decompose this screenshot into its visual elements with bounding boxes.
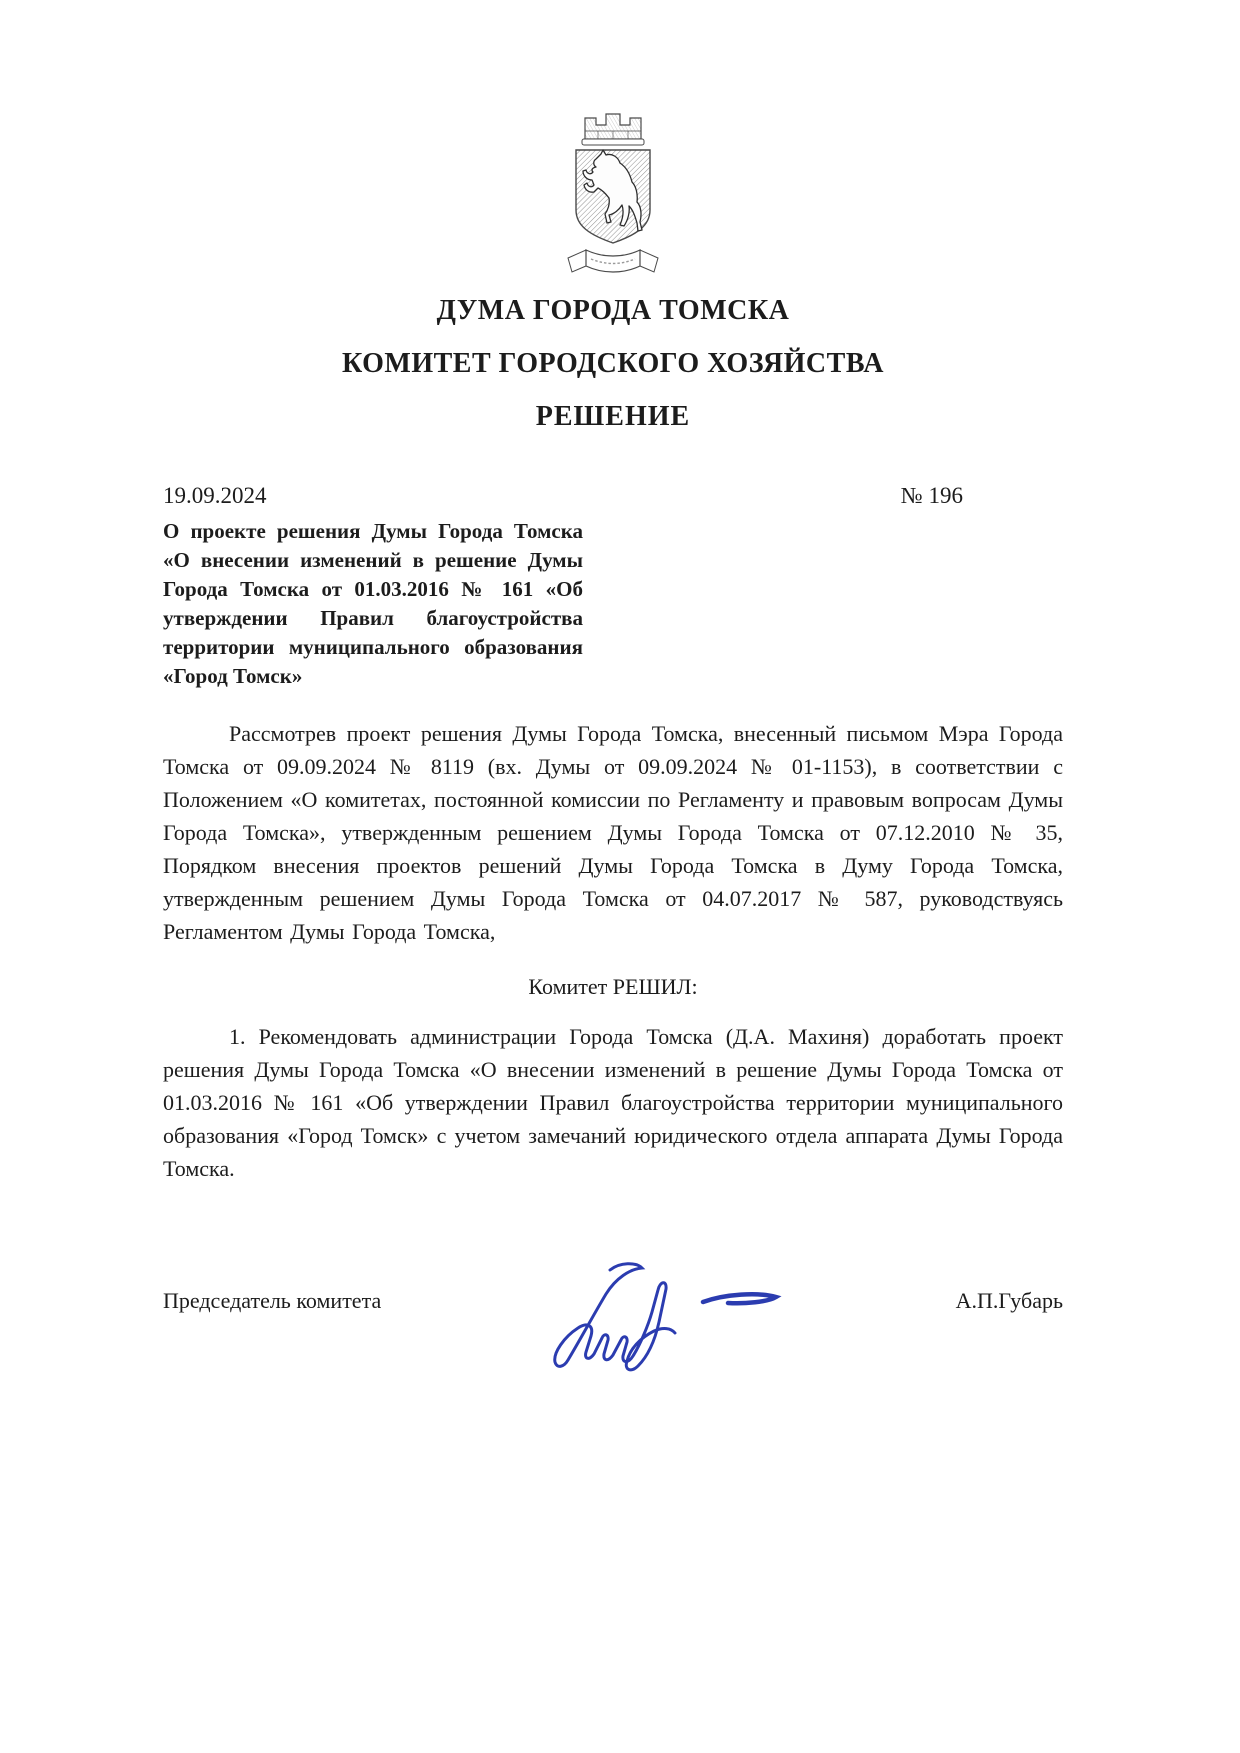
resolution-heading: Комитет РЕШИЛ: — [528, 974, 698, 999]
org-name-heading: ДУМА ГОРОДА ТОМСКА — [436, 295, 790, 326]
resolution-item: 1. Рекомендовать администрации Города Томска (Д.А. Махиня) доработать проект решения Думы Города Томска «О внесении изменений в решение Думы Города Томска от 01.03.2016 № 161 «Об утверждении Правил благоустройства территории муниципального образования «Город Томск» с учетом замечаний юридического отдела аппарата Думы Города Томска. — [163, 1024, 1063, 1181]
doc-number: № 196 — [900, 483, 963, 508]
subject-block: О проекте решения Думы Города Томска «О внесении изменений в решение Думы Города Томска от 01.03.2016 № 161 «Об утверждении Правил благоустройства территории муниципального образования «Город Томск» — [163, 519, 583, 688]
doc-type-heading: РЕШЕНИЕ — [535, 401, 691, 432]
signer-name: А.П.Губарь — [955, 1288, 1063, 1313]
handwritten-signature — [518, 1256, 828, 1392]
tomsk-coat-of-arms-icon — [163, 106, 1063, 283]
date-number-row — [163, 483, 1063, 509]
signer-position-label: Председатель комитета — [163, 1288, 382, 1313]
committee-name-heading: КОМИТЕТ ГОРОДСКОГО ХОЗЯЙСТВА — [342, 348, 884, 379]
signature-row — [163, 1288, 1063, 1314]
preamble-paragraph: Рассмотрев проект решения Думы Города Томска, внесенный письмом Мэра Города Томска от 09.09.2024 № 8119 (вх. Думы от 09.09.2024 № 01-1153), в соответствии с Положением «О комитетах, постоянной комиссии по Регламенту и правовым вопросам Думы Города Томска», утвержденным решением Думы Города Томска от 07.12.2010 № 35, Порядком внесения проектов решений Думы Города Томска в Думу Города Томска, утвержденным решением Думы Города Томска от 04.07.2017 № 587, руководствуясь Регламентом Думы Города Томска, — [163, 721, 1063, 944]
doc-date: 19.09.2024 — [163, 483, 267, 508]
